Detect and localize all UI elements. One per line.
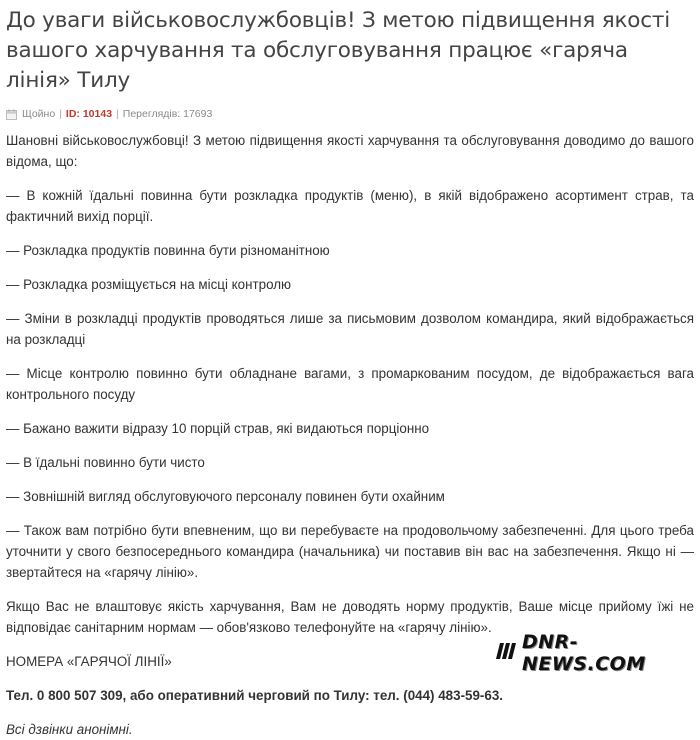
paragraph-item: — Розкладка продуктів повинна бути різноманітною bbox=[6, 243, 330, 258]
paragraph-item: — В їдальні повинно бути чисто bbox=[6, 455, 205, 470]
hotline-phones: Тел. 0 800 507 309, або оперативний черговий по Тилу: тел. (044) 483-59-63. bbox=[6, 688, 504, 703]
watermark-bars-icon bbox=[496, 642, 518, 664]
paragraph-item: — Місце контролю повинно бути обладнане вагами, з промаркованим посудом, де відображається вага контрольного посуду bbox=[6, 366, 694, 402]
article bbox=[6, 6, 694, 740]
paragraph-item: — Розкладка розміщується на місці контролю bbox=[6, 277, 292, 292]
hotline-heading: НОМЕРА «ГАРЯЧОЇ ЛІНІЇ» bbox=[6, 654, 172, 669]
calendar-icon bbox=[6, 109, 17, 120]
article-meta bbox=[6, 106, 694, 122]
paragraph-item: — В кожній їдальні повинна бути розкладка продуктів (меню), в якій відображено асортимент страв, та фактичний вихід порції. bbox=[6, 188, 694, 224]
paragraph-item: — Також вам потрібно бути впевненим, що ви перебуваєте на продовольчому забезпеченні. Для цього треба уточнити у свого безпосереднього командира (начальника) чи поставив він вас на забезпечення. Якщо ні — звертайтеся на «гарячу лінію». bbox=[6, 523, 694, 580]
paragraph-warning: Якщо Вас не влаштовує якість харчування, Вам не доводять норму продуктів, Ваше місце прийому їжі не відповідає санітарним нормам — обов'язково телефонуйте на «гарячу лінію». bbox=[6, 599, 694, 635]
meta-category-link[interactable]: Щойно bbox=[22, 108, 56, 120]
article-title: До уваги військовослужбовців! З метою підвищення якості вашого харчування та обслуговування працює «гаряча лінія» Тилу bbox=[6, 8, 670, 93]
watermark-text: DNR-NEWS.COM bbox=[522, 631, 646, 675]
site-watermark bbox=[496, 631, 688, 675]
paragraph-item: — Зовнішній вигляд обслуговуючого персоналу повинен бути охайним bbox=[6, 489, 445, 504]
paragraph-item: — Бажано важити відразу 10 порцій страв, які видаються порціонно bbox=[6, 421, 430, 436]
anonymous-note: Всі дзвінки анонімні. bbox=[6, 722, 133, 737]
paragraph-intro: Шановні військовослужбовці! З метою підвищення якості харчування та обслуговування доводимо до вашого відома, що: bbox=[6, 133, 694, 169]
meta-id: ID: 10143 bbox=[65, 108, 113, 120]
paragraph-item: — Зміни в розкладці продуктів проводяться лише за письмовим дозволом командира, який відображається на розкладці bbox=[6, 311, 694, 347]
meta-views: Переглядів: 17693 bbox=[122, 108, 213, 120]
meta-separator: | bbox=[59, 108, 62, 120]
meta-separator: | bbox=[116, 108, 119, 120]
